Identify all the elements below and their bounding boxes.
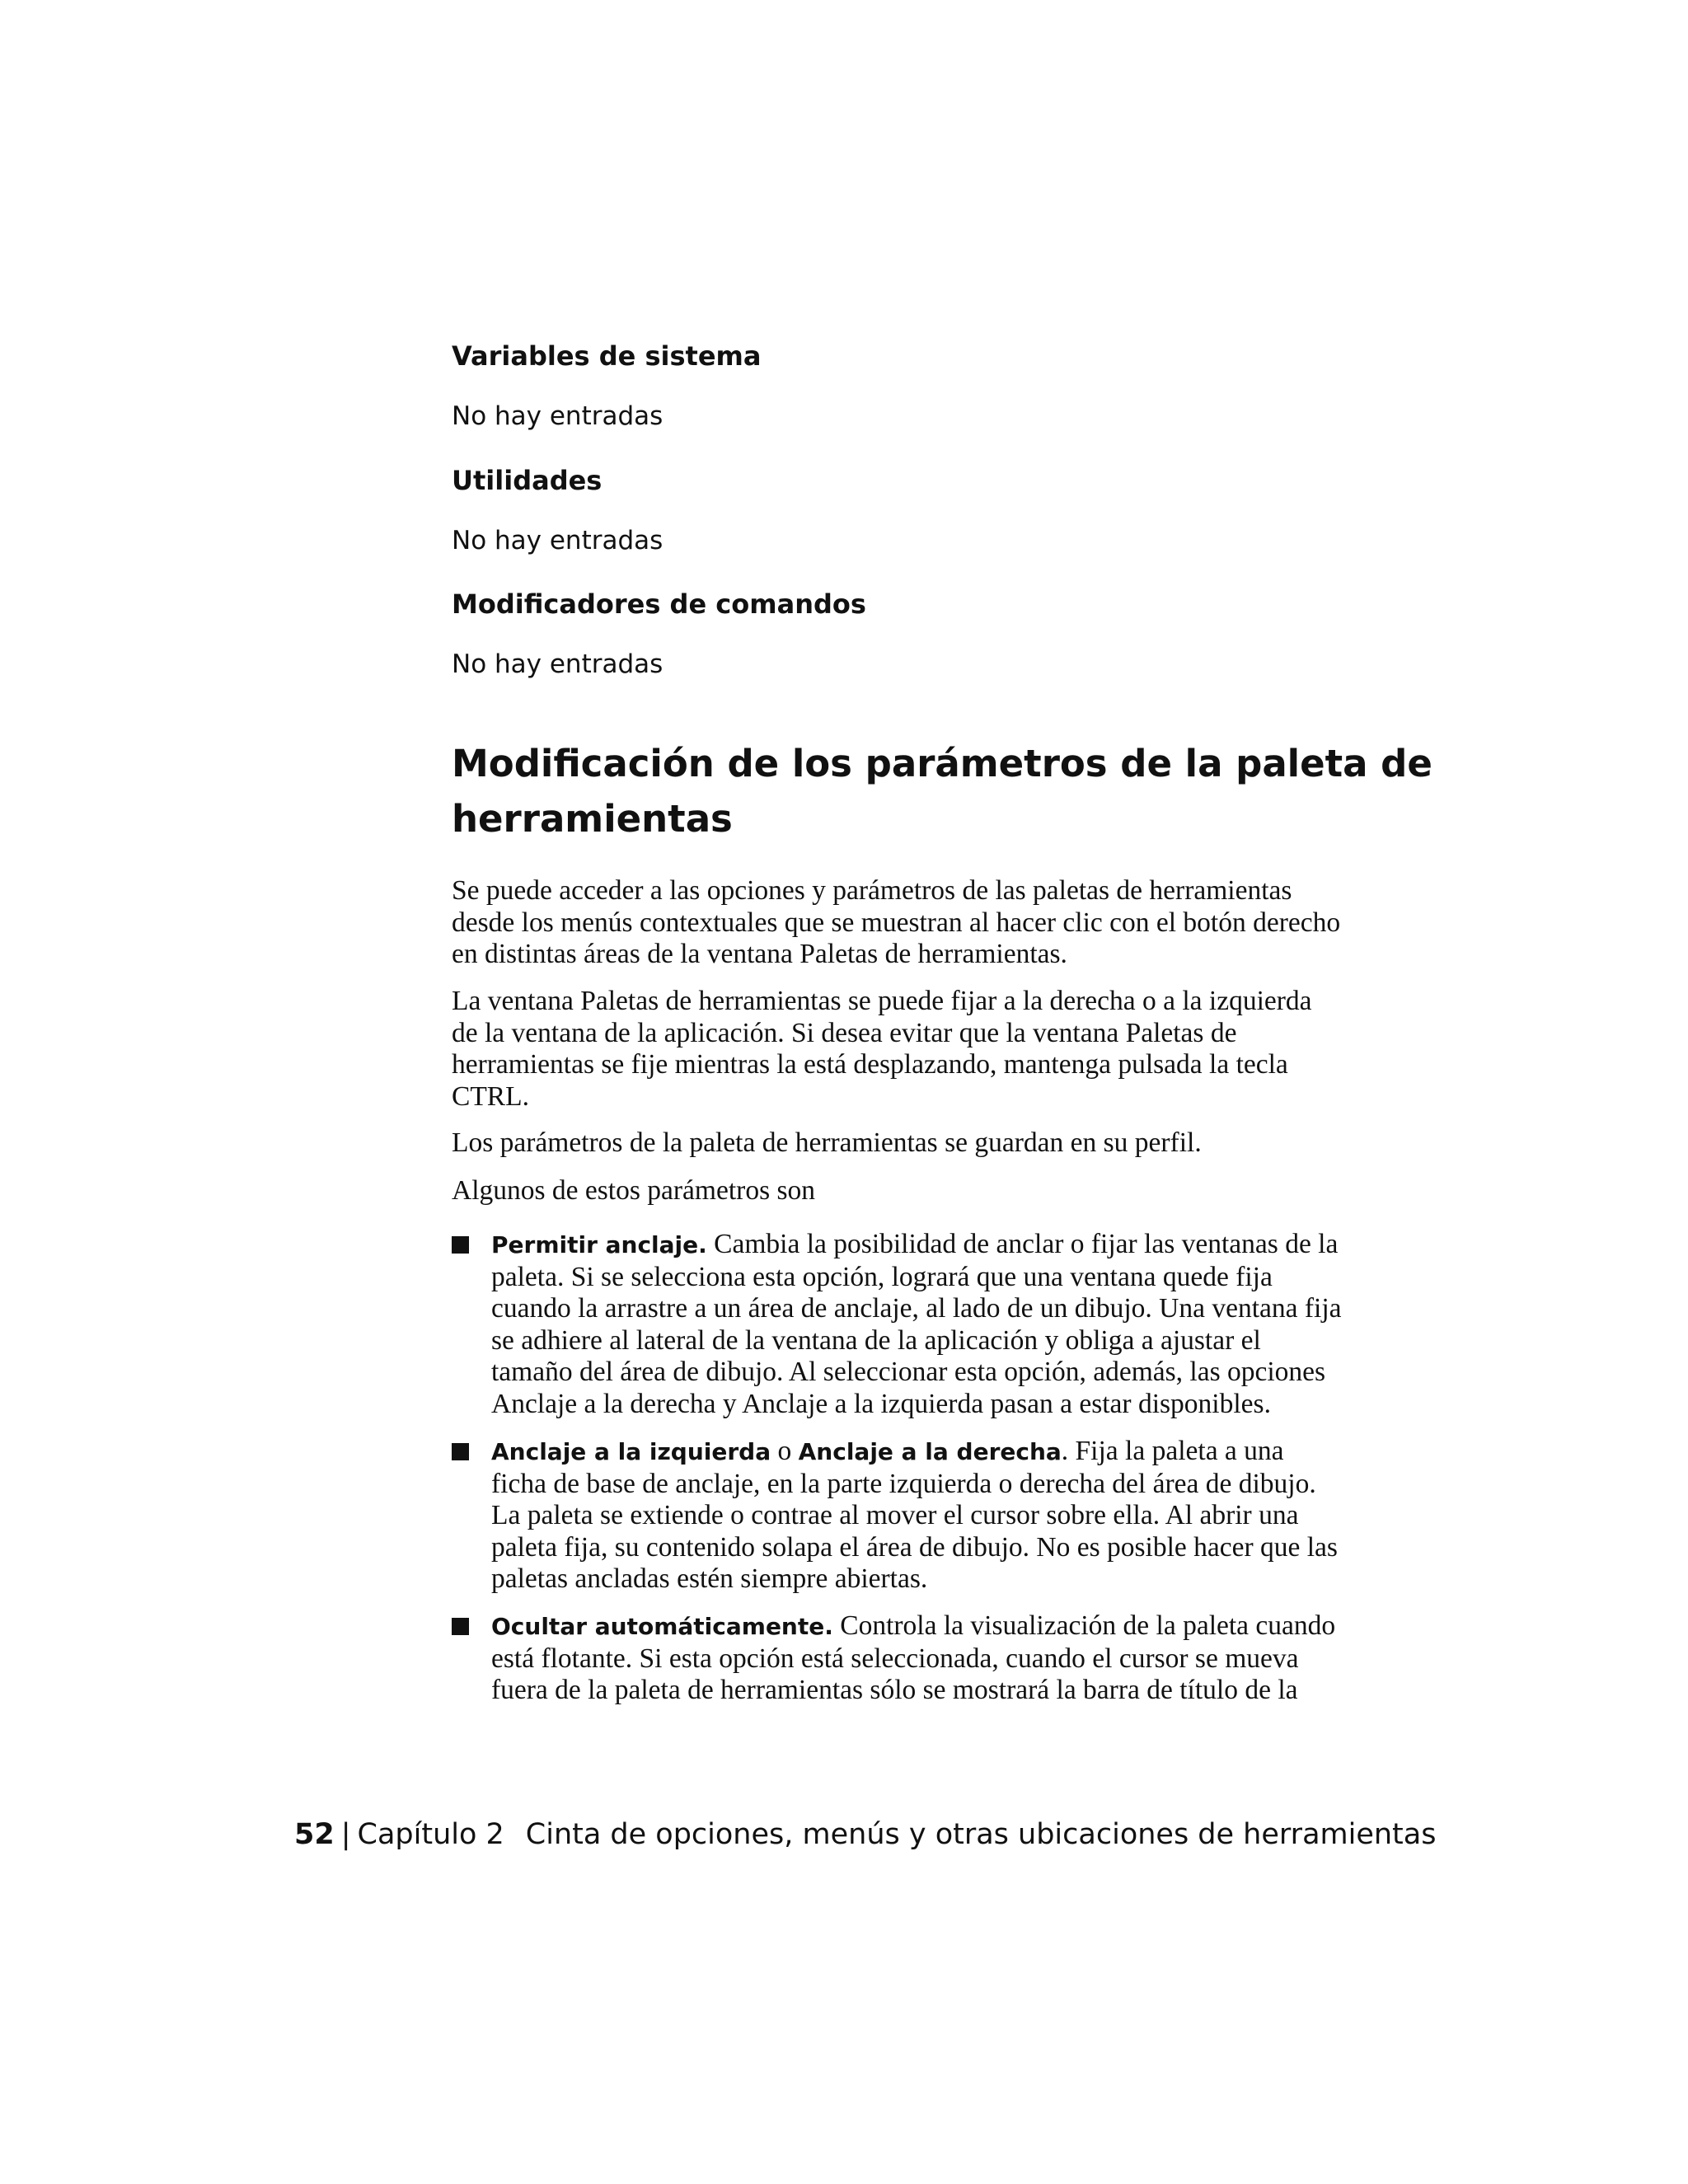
bullet-text <box>491 1610 1342 1707</box>
square-bullet-icon <box>452 1618 469 1635</box>
section-text-modificadores: No hay entradas <box>452 649 663 679</box>
section-title: Modificación de los parámetros de la paleta de herramientas <box>452 742 1432 841</box>
bullet-text <box>491 1436 1342 1596</box>
bullet-term: Anclaje a la izquierda <box>491 1438 771 1465</box>
bullet-connector: o <box>771 1436 799 1466</box>
bullet-text <box>491 1229 1342 1420</box>
footer-separator: | <box>340 1818 351 1851</box>
section-text-utilidades: No hay entradas <box>452 526 663 555</box>
page-number: 52 <box>294 1818 335 1851</box>
square-bullet-icon <box>452 1236 469 1254</box>
page-footer <box>294 1816 1436 1853</box>
section-heading-modificadores: Modificadores de comandos <box>452 588 866 620</box>
paragraph: Los parámetros de la paleta de herramientas se guardan en su perfil. <box>452 1127 1202 1158</box>
bullet-description: . Fija la paleta a una ficha de base de anclaje, en la parte izquierda o derecha del área de dibujo. La paleta se extiende o contrae al mover el cursor sobre ella. Al abrir una paleta fija, su contenido solapa el área de dibujo. No es posible hacer que las paletas ancladas estén siempre abiertas. <box>491 1436 1338 1594</box>
bullet-description: Cambia la posibilidad de anclar o fijar las ventanas de la paleta. Si se selecciona esta opción, logrará que una ventana quede fija cuando la arrastre a un área de anclaje, al lado de un dibujo. Una ventana fija se adhiere al lateral de la ventana de la aplicación y obliga a ajustar el tamaño del área de dibujo. Al seleccionar esta opción, además, las opciones Anclaje a la derecha y Anclaje a la izquierda pasan a estar disponibles. <box>491 1229 1342 1419</box>
bullet-term: Ocultar automáticamente. <box>491 1613 833 1640</box>
bullet-description: Controla la visualización de la paleta cuando está flotante. Si esta opción está seleccionada, cuando el cursor se mueva fuera de la paleta de herramientas sólo se mostrará la barra de título de la <box>491 1610 1336 1705</box>
paragraph: La ventana Paletas de herramientas se puede fijar a la derecha o a la izquierda de la ventana de la aplicación. Si desea evitar que la ventana Paletas de herramientas se fije mientras la está desplazando, mantenga pulsada la tecla CTRL. <box>452 986 1312 1112</box>
chapter-label: Capítulo 2 <box>357 1818 504 1851</box>
chapter-title: Cinta de opciones, menús y otras ubicaciones de herramientas <box>525 1818 1437 1851</box>
bullet-term: Permitir anclaje. <box>491 1231 707 1258</box>
paragraph: Algunos de estos parámetros son <box>452 1175 816 1206</box>
paragraph: Se puede acceder a las opciones y parámetros de las paletas de herramientas desde los menús contextuales que se muestran al hacer clic con el botón derecho en distintas áreas de la ventana Paletas de herramientas. <box>452 875 1341 969</box>
section-text-variables: No hay entradas <box>452 401 663 431</box>
bullet-term-2: Anclaje a la derecha <box>798 1438 1062 1465</box>
square-bullet-icon <box>452 1443 469 1460</box>
section-heading-variables: Variables de sistema <box>452 340 762 372</box>
section-heading-utilidades: Utilidades <box>452 465 603 496</box>
